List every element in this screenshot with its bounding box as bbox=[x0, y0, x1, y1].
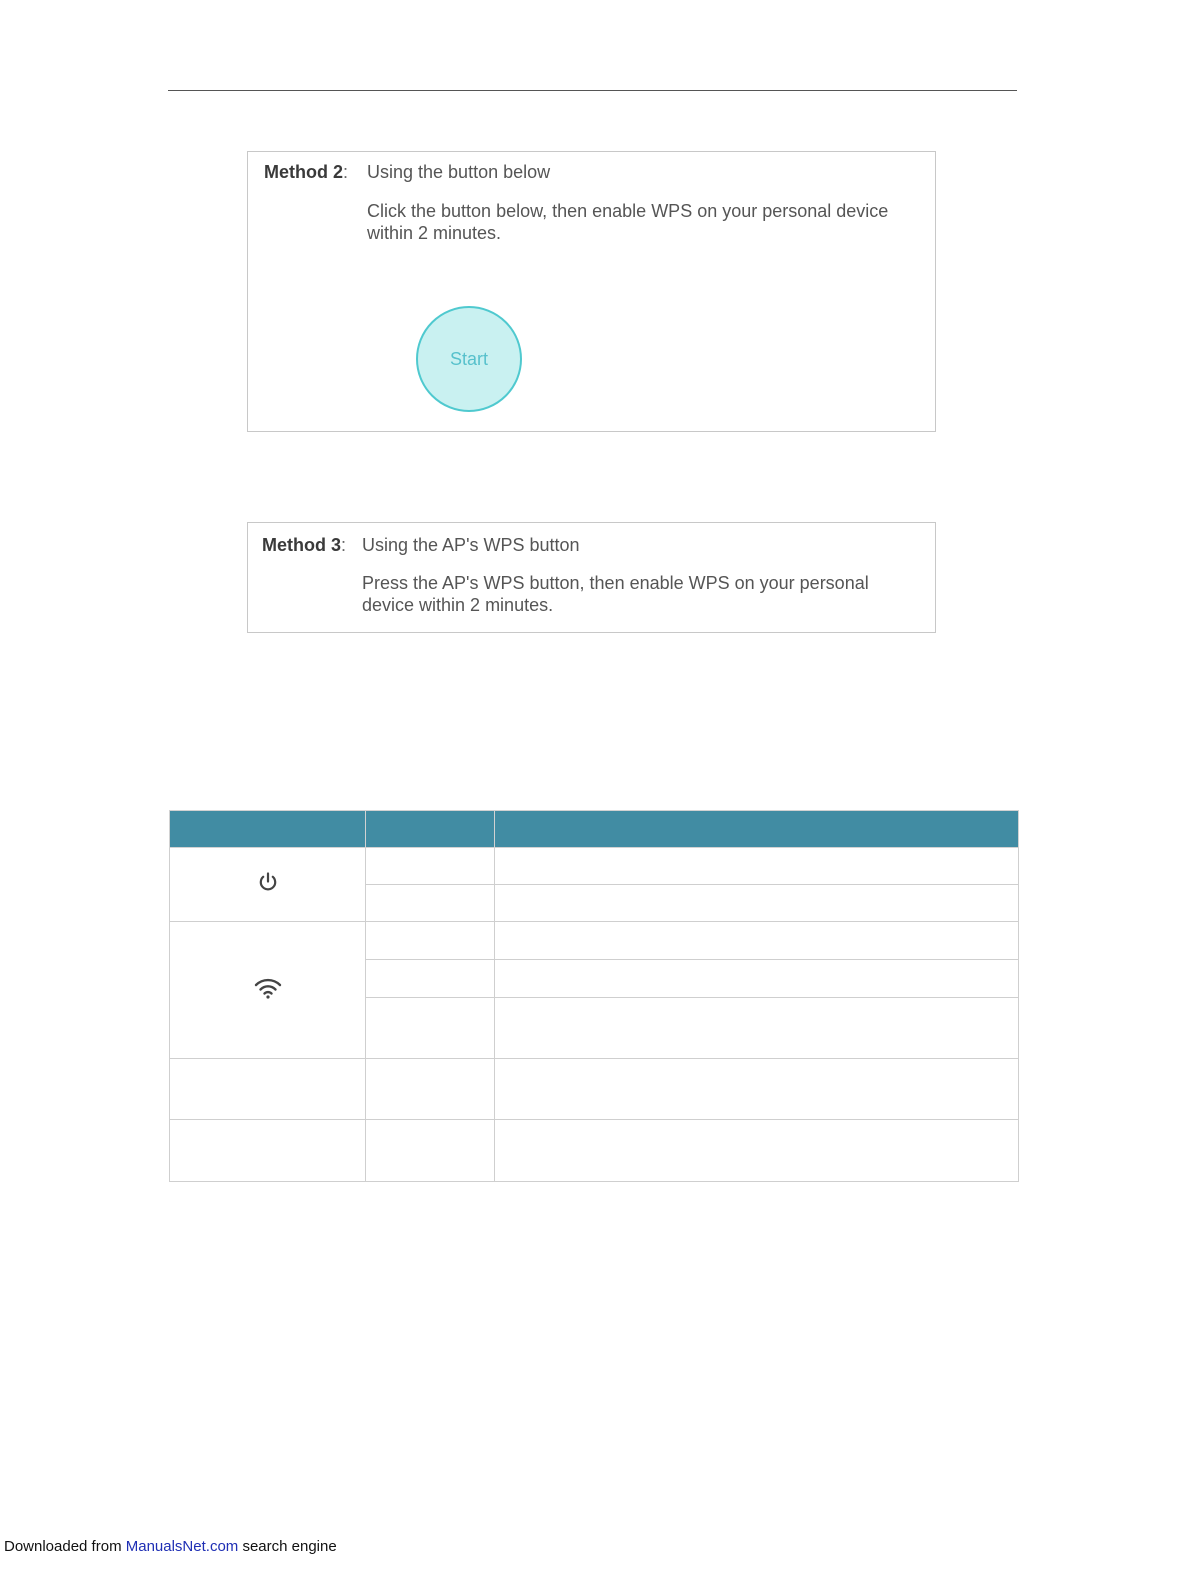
table-cell bbox=[495, 960, 1019, 998]
table-cell bbox=[366, 848, 495, 885]
table-cell bbox=[366, 922, 495, 960]
table-row bbox=[170, 1120, 1019, 1182]
table-cell bbox=[366, 1059, 495, 1120]
method3-desc-line1: Press the AP's WPS button, then enable WPS on your personal bbox=[362, 573, 869, 593]
table-row bbox=[170, 922, 1019, 960]
start-button[interactable]: Start bbox=[416, 306, 522, 412]
method2-label-colon: : bbox=[343, 162, 349, 182]
table-cell bbox=[366, 885, 495, 922]
method3-description bbox=[362, 572, 869, 616]
power-icon bbox=[256, 870, 280, 894]
table-cell bbox=[495, 885, 1019, 922]
table-cell bbox=[170, 1120, 366, 1182]
method3-panel bbox=[247, 522, 936, 633]
table-cell bbox=[495, 1059, 1019, 1120]
footer-prefix: Downloaded from bbox=[4, 1538, 126, 1555]
table-row bbox=[170, 848, 1019, 885]
table-cell bbox=[366, 1120, 495, 1182]
led-status-table bbox=[169, 810, 1019, 1182]
method3-label-bold: Method 3 bbox=[262, 535, 341, 555]
table-cell bbox=[495, 848, 1019, 885]
footer bbox=[4, 1538, 337, 1555]
table-header-row bbox=[170, 811, 1019, 848]
footer-suffix: search engine bbox=[238, 1538, 337, 1555]
method2-label bbox=[264, 162, 348, 183]
method3-label-colon: : bbox=[341, 535, 347, 555]
method3-label bbox=[262, 535, 346, 556]
table-row bbox=[170, 1059, 1019, 1120]
table-cell bbox=[366, 960, 495, 998]
method2-panel bbox=[247, 151, 936, 432]
table-header-cell bbox=[170, 811, 366, 848]
wifi-led-cell bbox=[170, 922, 366, 1059]
method3-desc-line2: device within 2 minutes. bbox=[362, 595, 554, 615]
table-header-cell bbox=[366, 811, 495, 848]
method2-title: Using the button below bbox=[367, 162, 551, 182]
top-divider bbox=[168, 90, 1017, 91]
power-led-cell bbox=[170, 848, 366, 922]
method3-title: Using the AP's WPS button bbox=[362, 535, 580, 555]
table-cell bbox=[170, 1059, 366, 1120]
method2-description bbox=[367, 200, 888, 244]
method2-label-bold: Method 2 bbox=[264, 162, 343, 182]
table-cell bbox=[366, 998, 495, 1059]
wifi-icon bbox=[253, 976, 283, 1000]
method2-desc-line1: Click the button below, then enable WPS on your personal device bbox=[367, 201, 889, 221]
table-cell bbox=[495, 1120, 1019, 1182]
footer-link[interactable]: ManualsNet.com bbox=[125, 1538, 239, 1555]
table-cell bbox=[495, 998, 1019, 1059]
table-header-cell bbox=[495, 811, 1019, 848]
method2-desc-line2: within 2 minutes. bbox=[367, 223, 502, 243]
table-cell bbox=[495, 922, 1019, 960]
